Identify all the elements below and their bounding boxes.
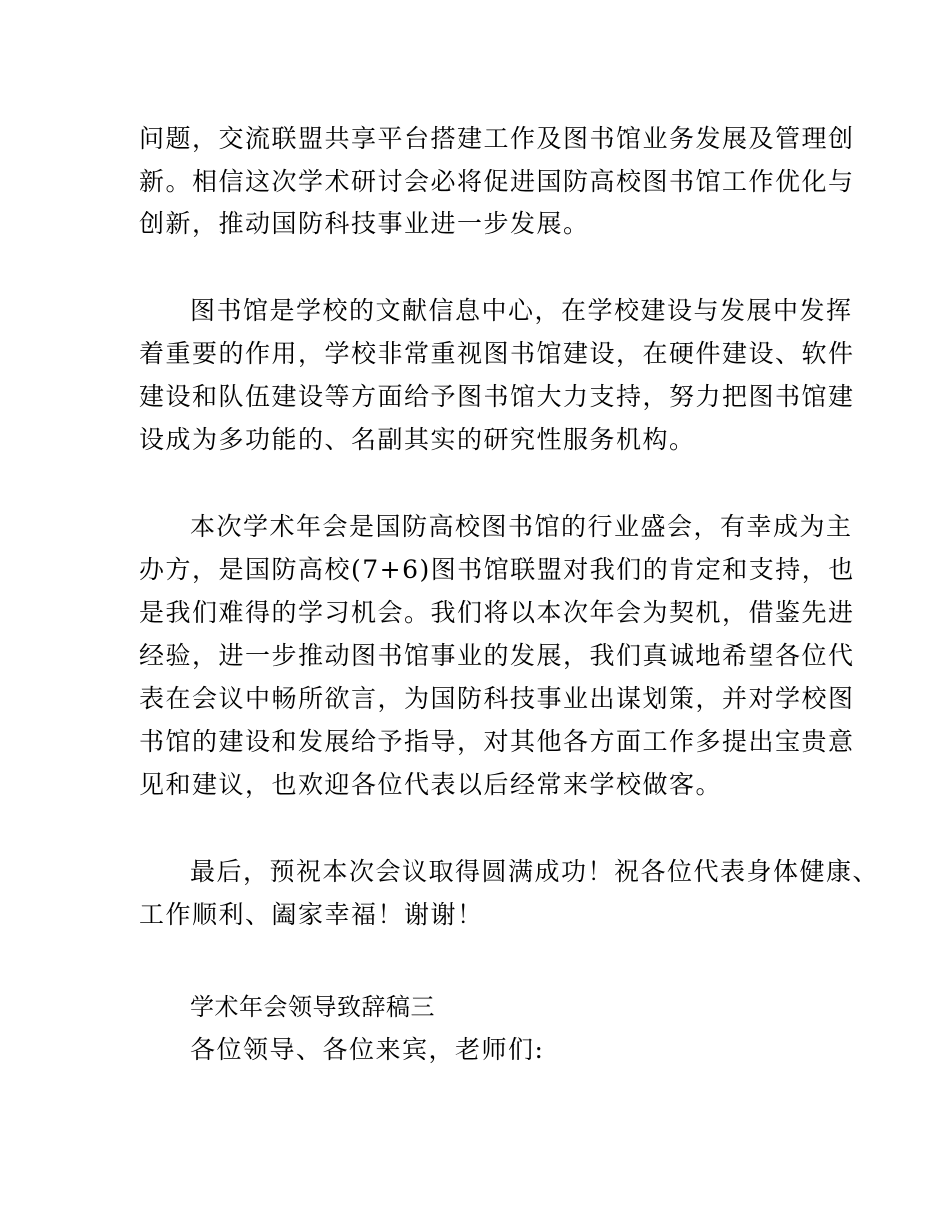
paragraph-3-line-3: 是我们难得的学习机会。我们将以本次年会为契机，借鉴先进 <box>139 598 855 627</box>
paragraph-2-line-4: 设成为多功能的、名副其实的研究性服务机构。 <box>139 425 696 454</box>
paragraph-3-line-1: 本次学术年会是国防高校图书馆的行业盛会，有幸成为主 <box>190 512 853 541</box>
paragraph-3-line-4: 经验，进一步推动图书馆事业的发展，我们真诚地希望各位代 <box>139 641 855 670</box>
salutation: 各位领导、各位来宾，老师们: <box>190 1035 545 1064</box>
paragraph-2-line-3: 建设和队伍建设等方面给予图书馆大力支持，努力把图书馆建 <box>139 382 855 411</box>
paragraph-3-line-5: 表在会议中畅所欲言，为国防科技事业出谋划策，并对学校图 <box>139 684 855 713</box>
paragraph-2-line-2: 着重要的作用，学校非常重视图书馆建设，在硬件建设、软件 <box>139 339 855 368</box>
paragraph-3-line-7: 见和建议，也欢迎各位代表以后经常来学校做客。 <box>139 770 723 799</box>
paragraph-1-line-2: 新。相信这次学术研讨会必将促进国防高校图书馆工作优化与 <box>139 167 855 196</box>
paragraph-1-line-1: 问题，交流联盟共享平台搭建工作及图书馆业务发展及管理创 <box>139 124 855 153</box>
paragraph-4-line-2: 工作顺利、阖家幸福！谢谢！ <box>139 900 484 929</box>
paragraph-1-line-3: 创新，推动国防科技事业进一步发展。 <box>139 209 590 238</box>
paragraph-4-line-1: 最后，预祝本次会议取得圆满成功！祝各位代表身体健康、 <box>190 857 880 886</box>
speech-heading: 学术年会领导致辞稿三 <box>190 993 435 1021</box>
paragraph-2-line-1: 图书馆是学校的文献信息中心，在学校建设与发展中发挥 <box>190 296 853 325</box>
paragraph-3-line-2: 办方，是国防高校(7+6)图书馆联盟对我们的肯定和支持，也 <box>139 555 855 584</box>
paragraph-3-line-6: 书馆的建设和发展给予指导，对其他各方面工作多提出宝贵意 <box>139 727 855 756</box>
